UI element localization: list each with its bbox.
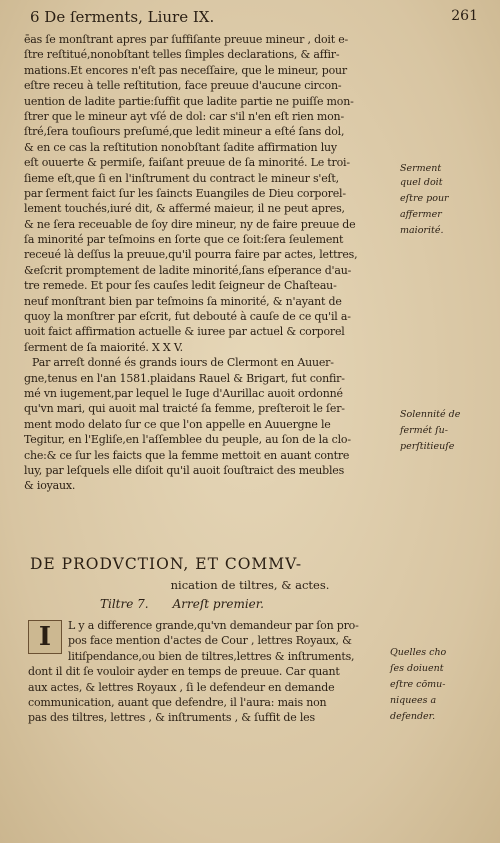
- running-header: [30, 6, 478, 32]
- section-title: DE PRODVCTION, ET COMMV-: [30, 555, 303, 573]
- text-line: L y a difference grande,qu'vn demandeur par ſon pro-: [68, 619, 359, 632]
- text-line: ſa minorité par teſmoins en ſorte que ce ſoit:ſera ſeulement: [24, 233, 344, 247]
- text-line: & ne ſera receuable de ſoy dire mineur, ny de faire preuue de: [24, 217, 356, 231]
- margin-note: affermer: [400, 209, 442, 220]
- text-line: quoy la monſtrer par eſcrit, fut debouté à cauſe de ce qu'il a-: [24, 310, 351, 324]
- margin-note: defender.: [390, 711, 436, 722]
- margin-note: niquees a: [390, 695, 437, 706]
- text-line: ſtrer que le mineur ayt vſé de dol: car s'il n'en eſt rien mon-: [24, 109, 344, 123]
- text-line: tre remede. Et pour ſes cauſes ledit ſeigneur de Chaſteau-: [24, 279, 337, 293]
- text-line: litiſpendance,ou bien de tiltres,lettres & inſtruments,: [68, 649, 355, 663]
- text-line: dont il dit ſe vouloir ayder en temps de preuue. Car quant: [28, 665, 340, 679]
- margin-note: quel doit: [400, 177, 443, 188]
- text-line: ēas ſe monſtrant apres par ſuffiſante preuue mineur , doit e-: [24, 33, 349, 46]
- text-line: & ioyaux.: [24, 479, 76, 493]
- section-title-continued: nication de tiltres, & actes.: [170, 578, 330, 592]
- text-line: pas des tiltres, lettres , & inſtruments , & ſuffit de les: [28, 711, 315, 725]
- text-line: par ſerment faict ſur les ſaincts Euangiles de Dieu corporel-: [24, 186, 346, 200]
- text-line: ſtré,ſera touſiours preſumé,que ledit mineur a eſté ſans dol,: [24, 125, 345, 139]
- margin-note: ſes doiuent: [390, 663, 444, 674]
- text-line: neuf monſtrant bien par teſmoins ſa minorité, & n'ayant de: [24, 294, 342, 308]
- text-line: ſieme eſt,que ſi en l'inſtrument du contract le mineur s'eſt,: [24, 171, 339, 185]
- text-line: eſtre receu à telle reſtitution, face preuue d'aucune circon-: [24, 79, 342, 93]
- text-line: uoit faict affirmation actuelle & iuree par actuel & corporel: [24, 325, 345, 339]
- text-line: gne,tenus en l'an 1581.plaidans Rauel & Brigart, fut confir-: [24, 371, 345, 385]
- text-line: luy, par leſquels elle diſoit qu'il auoit ſouſtraict des meubles: [24, 463, 345, 477]
- margin-note: Serment: [400, 163, 442, 174]
- arrest-label: Arreſt premier.: [172, 597, 264, 611]
- text-line: &eſcrit promptement de ladite minorité,ſans eſperance d'au-: [24, 263, 352, 277]
- text-line: aux actes, & lettres Royaux , ſi le defendeur en demande: [28, 680, 335, 694]
- margin-note: maiorité.: [400, 225, 444, 236]
- text-line: Par arreſt donné és grands iours de Clermont en Auuer-: [32, 356, 334, 370]
- text-line: qu'vn mari, qui auoit mal traicté ſa femme, preſteroit le ſer-: [24, 402, 345, 416]
- margin-note: fermét ſu-: [400, 425, 448, 436]
- text-line: ſtre reſtitué,nonobſtant telles ſimples declarations, & affir-: [24, 48, 340, 62]
- drop-cap: I: [28, 620, 62, 654]
- text-line: lement touchés,iuré dit, & affermé maieur, il ne peut apres,: [24, 202, 345, 216]
- text-line: mé vn iugement,par lequel le Iuge d'Aurillac auoit ordonné: [24, 386, 343, 400]
- text-line: communication, auant que defendre, il l'aura: mais non: [28, 695, 327, 709]
- main-text-block: [24, 32, 394, 494]
- text-line: eſt ouuerte & permiſe, faiſant preuue de ſa minorité. Le troi-: [24, 156, 350, 170]
- margin-note: Solennité de: [400, 409, 461, 420]
- margin-note: perſtitieuſe: [400, 441, 455, 452]
- text-line: Tegitur, en l'Egliſe,en l'aſſemblee du peuple, au ſon de la clo-: [24, 433, 351, 447]
- text-line: mations.Et encores n'eſt pas neceſſaire, que le mineur, pour: [24, 63, 347, 77]
- margin-note: Quelles cho: [390, 647, 447, 658]
- margin-note: eſtre pour: [400, 193, 449, 204]
- text-line: che:& ce ſur les faicts que la femme mettoit en auant contre: [24, 448, 350, 462]
- text-line: ment modo delato ſur ce que l'on appelle en Auuergne le: [24, 417, 331, 431]
- text-line: & en ce cas la reſtitution nonobſtant ſadite affirmation luy: [24, 140, 337, 154]
- text-line: ſerment de ſa maiorité. X X V.: [24, 340, 183, 354]
- running-title: 6 De ſerments, Liure IX.: [30, 8, 215, 26]
- section-text-block: [28, 618, 400, 726]
- page-number: 261: [451, 8, 478, 24]
- margin-note: eſtre cōmu-: [390, 679, 446, 690]
- tiltre-label: Tiltre 7.: [100, 597, 149, 611]
- text-line: uention de ladite partie:ſuffit que ladite partie ne puiſſe mon-: [24, 94, 354, 108]
- section-subtitle: [100, 597, 400, 611]
- text-line: receué là deſſus la preuue,qu'il pourra faire par actes, lettres,: [24, 248, 358, 262]
- text-line: pos face mention d'actes de Cour , lettres Royaux, &: [68, 634, 352, 648]
